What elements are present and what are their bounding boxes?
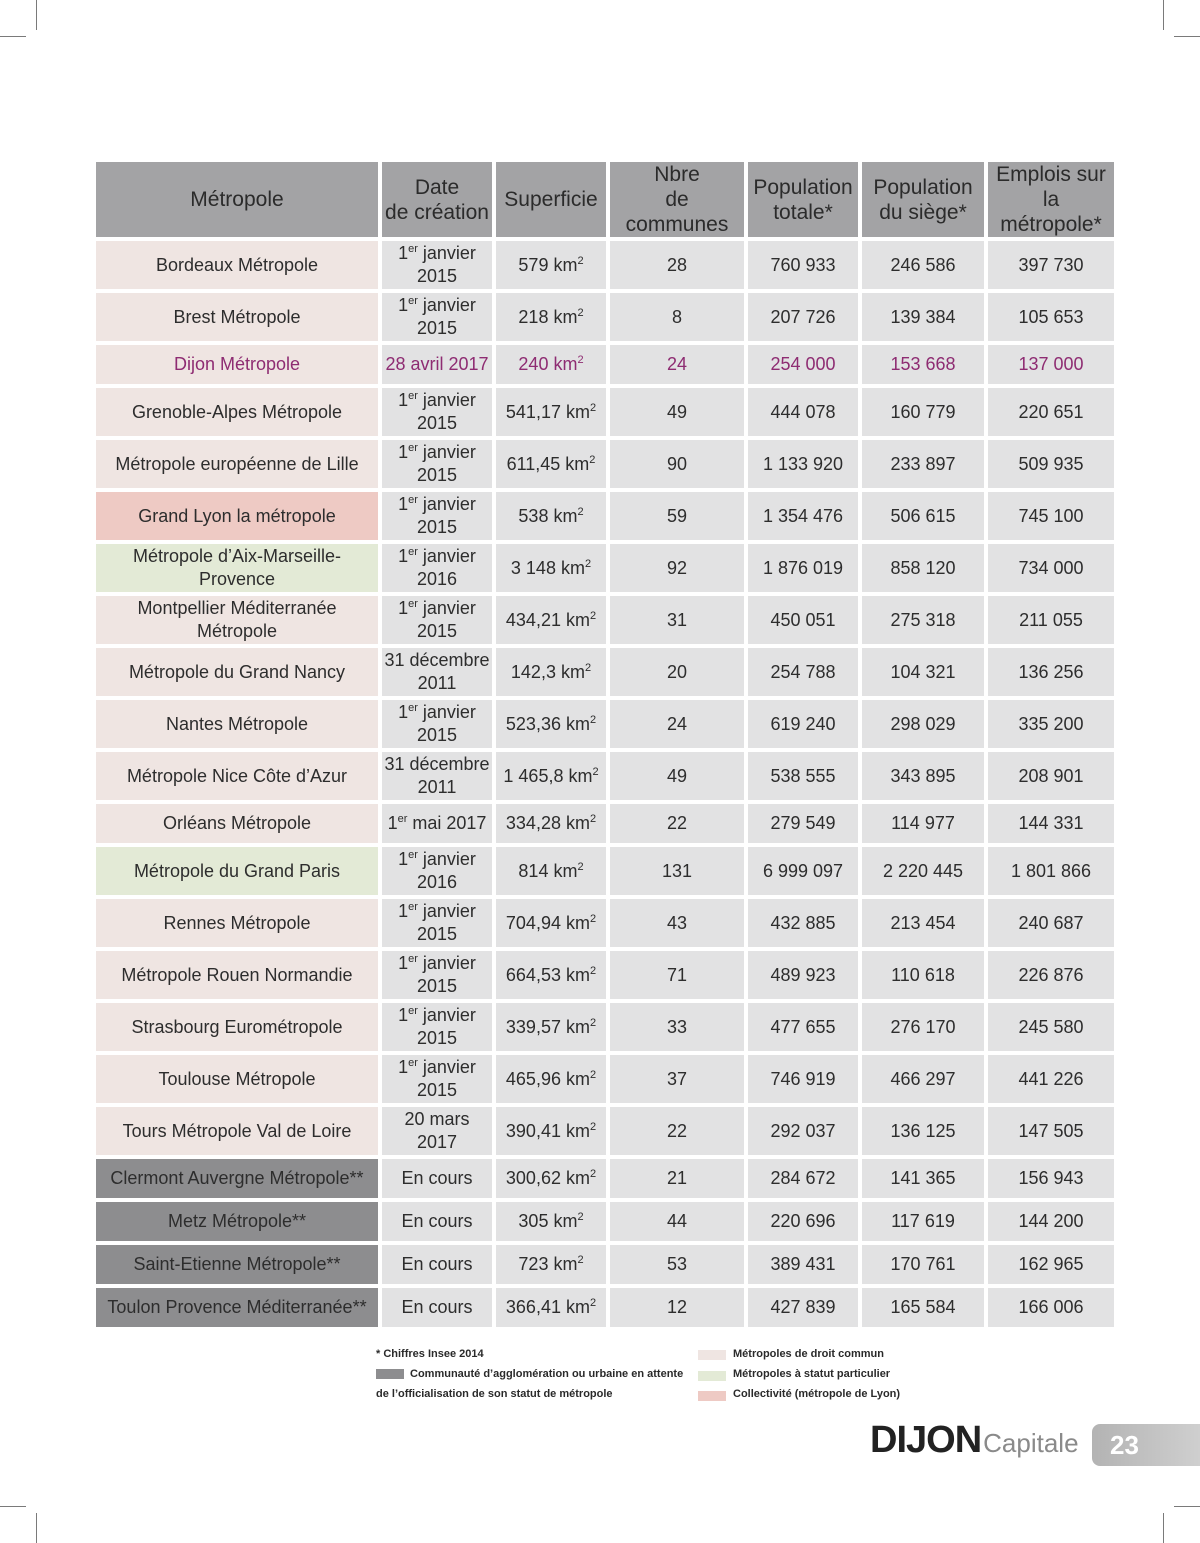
cell-communes: 49 [610,388,744,436]
cell-population: 619 240 [748,700,858,748]
cell-population: 760 933 [748,241,858,289]
cell-superficie: 300,62 $km^2$ [496,1159,606,1198]
cell-date-creation: 20 mars 2017 [382,1107,492,1155]
cell-emplois: 162 965 [988,1245,1114,1284]
cell-population-siege: 170 761 [862,1245,984,1284]
legend-swatch-lyon [698,1391,726,1401]
cell-date-creation: 31 décembre 2011 [382,648,492,696]
cell-metropole: Orléans Métropole [96,804,378,843]
cell-population: 254 000 [748,345,858,384]
cell-metropole: Dijon Métropole [96,345,378,384]
cell-emplois: 240 687 [988,899,1114,947]
legend-swatch-pending [376,1369,404,1379]
header-population-siege: Population du siège* [862,162,984,237]
table-row [96,1159,1114,1198]
cell-superficie: 1 465,8 $km^2$ [496,752,606,800]
cell-metropole: Rennes Métropole [96,899,378,947]
cell-metropole: Métropole d’Aix-Marseille-Provence [96,544,378,592]
cell-superficie: 3 148 $km^2$ [496,544,606,592]
header-metropole: Métropole [96,162,378,237]
crop-mark [1174,36,1200,37]
table-header-row [96,162,1114,237]
cell-date-creation: 1er janvier 2015 [382,1055,492,1103]
cell-population-siege: 117 619 [862,1202,984,1241]
cell-metropole: Toulon Provence Méditerranée** [96,1288,378,1327]
cell-emplois: 734 000 [988,544,1114,592]
cell-emplois: 1 801 866 [988,847,1114,895]
cell-superficie: 366,41 $km^2$ [496,1288,606,1327]
cell-population-siege: 246 586 [862,241,984,289]
cell-communes: 131 [610,847,744,895]
table-row [96,241,1114,289]
cell-population: 477 655 [748,1003,858,1051]
cell-metropole: Métropole du Grand Nancy [96,648,378,696]
cell-superficie: 814 $km^2$ [496,847,606,895]
cell-communes: 24 [610,345,744,384]
cell-emplois: 335 200 [988,700,1114,748]
brand-dijon: DIJON [870,1419,982,1461]
cell-emplois: 220 651 [988,388,1114,436]
cell-communes: 53 [610,1245,744,1284]
cell-communes: 59 [610,492,744,540]
cell-population-siege: 858 120 [862,544,984,592]
cell-metropole: Bordeaux Métropole [96,241,378,289]
cell-population: 538 555 [748,752,858,800]
cell-communes: 49 [610,752,744,800]
table-row [96,388,1114,436]
cell-metropole: Clermont Auvergne Métropole** [96,1159,378,1198]
table-row [96,345,1114,384]
cell-date-creation: 28 avril 2017 [382,345,492,384]
cell-population-siege: 153 668 [862,345,984,384]
cell-superficie: 611,45 $km^2$ [496,440,606,488]
cell-population: 284 672 [748,1159,858,1198]
cell-date-creation: En cours [382,1202,492,1241]
table-row [96,1202,1114,1241]
table-row [96,700,1114,748]
cell-metropole: Métropole Rouen Normandie [96,951,378,999]
cell-population-siege: 160 779 [862,388,984,436]
cell-population: 254 788 [748,648,858,696]
cell-date-creation: 1er janvier 2015 [382,899,492,947]
cell-metropole: Métropole européenne de Lille [96,440,378,488]
cell-superficie: 240 $km^2$ [496,345,606,384]
table-row [96,1107,1114,1155]
cell-communes: 24 [610,700,744,748]
cell-emplois: 144 200 [988,1202,1114,1241]
table-row [96,492,1114,540]
cell-communes: 22 [610,1107,744,1155]
cell-metropole: Métropole Nice Côte d’Azur [96,752,378,800]
cell-population: 207 726 [748,293,858,341]
cell-population: 432 885 [748,899,858,947]
cell-population-siege: 165 584 [862,1288,984,1327]
legend-note: * Chiffres Insee 2014 [376,1348,484,1360]
cell-population-siege: 136 125 [862,1107,984,1155]
header-superficie: Superficie [496,162,606,237]
cell-population-siege: 275 318 [862,596,984,644]
cell-superficie: 305 $km^2$ [496,1202,606,1241]
legend-pending-line2: de l’officialisation de son statut de métropole [376,1388,613,1400]
cell-population: 450 051 [748,596,858,644]
cell-emplois: 147 505 [988,1107,1114,1155]
cell-metropole: Grenoble-Alpes Métropole [96,388,378,436]
cell-communes: 22 [610,804,744,843]
cell-date-creation: 1er janvier 2015 [382,1003,492,1051]
cell-date-creation: 1er janvier 2015 [382,951,492,999]
legend-lyon: Collectivité (métropole de Lyon) [733,1388,901,1400]
crop-mark [1163,0,1164,30]
page-number-tab [1092,1424,1200,1466]
cell-metropole: Brest Métropole [96,293,378,341]
legend-swatch-common [698,1350,726,1360]
cell-date-creation: 1er janvier 2015 [382,596,492,644]
crop-mark [1163,1513,1164,1543]
table-row [96,440,1114,488]
table-row [96,1055,1114,1103]
cell-population-siege: 276 170 [862,1003,984,1051]
cell-emplois: 144 331 [988,804,1114,843]
table-row [96,804,1114,843]
cell-population-siege: 466 297 [862,1055,984,1103]
cell-population-siege: 506 615 [862,492,984,540]
cell-population: 427 839 [748,1288,858,1327]
cell-emplois: 441 226 [988,1055,1114,1103]
cell-population: 389 431 [748,1245,858,1284]
brand-logo [870,1419,1079,1479]
cell-date-creation: 1er janvier 2015 [382,293,492,341]
cell-communes: 90 [610,440,744,488]
cell-date-creation: En cours [382,1159,492,1198]
cell-population-siege: 2 220 445 [862,847,984,895]
table-row [96,899,1114,947]
cell-emplois: 245 580 [988,1003,1114,1051]
crop-mark [36,0,37,30]
table-row [96,752,1114,800]
header-emplois: Emplois sur la métropole* [988,162,1114,237]
cell-metropole: Montpellier Méditerranée Métropole [96,596,378,644]
table-row [96,544,1114,592]
cell-population: 444 078 [748,388,858,436]
cell-communes: 8 [610,293,744,341]
crop-mark [1174,1506,1200,1507]
cell-metropole: Toulouse Métropole [96,1055,378,1103]
header-population: Population totale* [748,162,858,237]
cell-emplois: 397 730 [988,241,1114,289]
cell-communes: 92 [610,544,744,592]
cell-superficie: 664,53 $km^2$ [496,951,606,999]
cell-metropole: Métropole du Grand Paris [96,847,378,895]
cell-population-siege: 213 454 [862,899,984,947]
cell-date-creation: En cours [382,1288,492,1327]
cell-date-creation: 1er janvier 2015 [382,241,492,289]
cell-date-creation: 1er mai 2017 [382,804,492,843]
cell-communes: 28 [610,241,744,289]
cell-superficie: 339,57 $km^2$ [496,1003,606,1051]
cell-communes: 33 [610,1003,744,1051]
cell-population: 1 133 920 [748,440,858,488]
cell-superficie: 465,96 $km^2$ [496,1055,606,1103]
cell-communes: 31 [610,596,744,644]
table-row [96,1003,1114,1051]
metropoles-table [92,158,1118,1331]
cell-communes: 71 [610,951,744,999]
cell-metropole: Tours Métropole Val de Loire [96,1107,378,1155]
cell-emplois: 156 943 [988,1159,1114,1198]
cell-communes: 20 [610,648,744,696]
cell-population: 279 549 [748,804,858,843]
cell-superficie: 434,21 $km^2$ [496,596,606,644]
cell-date-creation: 1er janvier 2016 [382,847,492,895]
cell-communes: 43 [610,899,744,947]
cell-communes: 44 [610,1202,744,1241]
cell-communes: 21 [610,1159,744,1198]
crop-mark [36,1513,37,1543]
cell-emplois: 211 055 [988,596,1114,644]
brand-capitale: Capitale [983,1428,1079,1458]
cell-superficie: 723 $km^2$ [496,1245,606,1284]
cell-superficie: 538 $km^2$ [496,492,606,540]
legend-special: Métropoles à statut particulier [733,1368,891,1380]
cell-population-siege: 110 618 [862,951,984,999]
cell-population: 1 354 476 [748,492,858,540]
cell-population-siege: 114 977 [862,804,984,843]
cell-communes: 37 [610,1055,744,1103]
page-number: 23 [1110,1429,1139,1460]
table-row [96,951,1114,999]
cell-date-creation: 31 décembre 2011 [382,752,492,800]
table-row [96,648,1114,696]
cell-date-creation: En cours [382,1245,492,1284]
legend-common: Métropoles de droit commun [733,1348,884,1360]
cell-population-siege: 139 384 [862,293,984,341]
cell-emplois: 509 935 [988,440,1114,488]
header-communes: Nbre de communes [610,162,744,237]
cell-population: 220 696 [748,1202,858,1241]
cell-superficie: 541,17 $km^2$ [496,388,606,436]
cell-metropole: Grand Lyon la métropole [96,492,378,540]
legend-swatch-special [698,1371,726,1381]
table-row [96,847,1114,895]
cell-metropole: Saint-Etienne Métropole** [96,1245,378,1284]
crop-mark [0,36,26,37]
cell-population: 292 037 [748,1107,858,1155]
cell-population-siege: 104 321 [862,648,984,696]
cell-population-siege: 233 897 [862,440,984,488]
cell-superficie: 142,3 $km^2$ [496,648,606,696]
cell-superficie: 523,36 $km^2$ [496,700,606,748]
cell-superficie: 218 $km^2$ [496,293,606,341]
cell-date-creation: 1er janvier 2015 [382,700,492,748]
cell-metropole: Strasbourg Eurométropole [96,1003,378,1051]
header-date: Date de création [382,162,492,237]
cell-superficie: 579 $km^2$ [496,241,606,289]
cell-date-creation: 1er janvier 2015 [382,388,492,436]
table-row [96,1245,1114,1284]
cell-emplois: 745 100 [988,492,1114,540]
cell-metropole: Nantes Métropole [96,700,378,748]
table-row [96,596,1114,644]
cell-population-siege: 343 895 [862,752,984,800]
cell-population: 489 923 [748,951,858,999]
table-row [96,1288,1114,1327]
cell-date-creation: 1er janvier 2015 [382,492,492,540]
cell-emplois: 105 653 [988,293,1114,341]
cell-population: 6 999 097 [748,847,858,895]
cell-metropole: Metz Métropole** [96,1202,378,1241]
crop-mark [0,1506,26,1507]
legend-pending-line1: Communauté d’agglomération ou urbaine en attente [410,1368,684,1380]
cell-communes: 12 [610,1288,744,1327]
cell-emplois: 137 000 [988,345,1114,384]
cell-date-creation: 1er janvier 2016 [382,544,492,592]
cell-population-siege: 141 365 [862,1159,984,1198]
cell-superficie: 390,41 $km^2$ [496,1107,606,1155]
cell-population: 746 919 [748,1055,858,1103]
cell-emplois: 226 876 [988,951,1114,999]
cell-superficie: 334,28 $km^2$ [496,804,606,843]
cell-superficie: 704,94 $km^2$ [496,899,606,947]
cell-date-creation: 1er janvier 2015 [382,440,492,488]
cell-emplois: 136 256 [988,648,1114,696]
cell-emplois: 166 006 [988,1288,1114,1327]
cell-population-siege: 298 029 [862,700,984,748]
cell-emplois: 208 901 [988,752,1114,800]
table-row [96,293,1114,341]
cell-population: 1 876 019 [748,544,858,592]
